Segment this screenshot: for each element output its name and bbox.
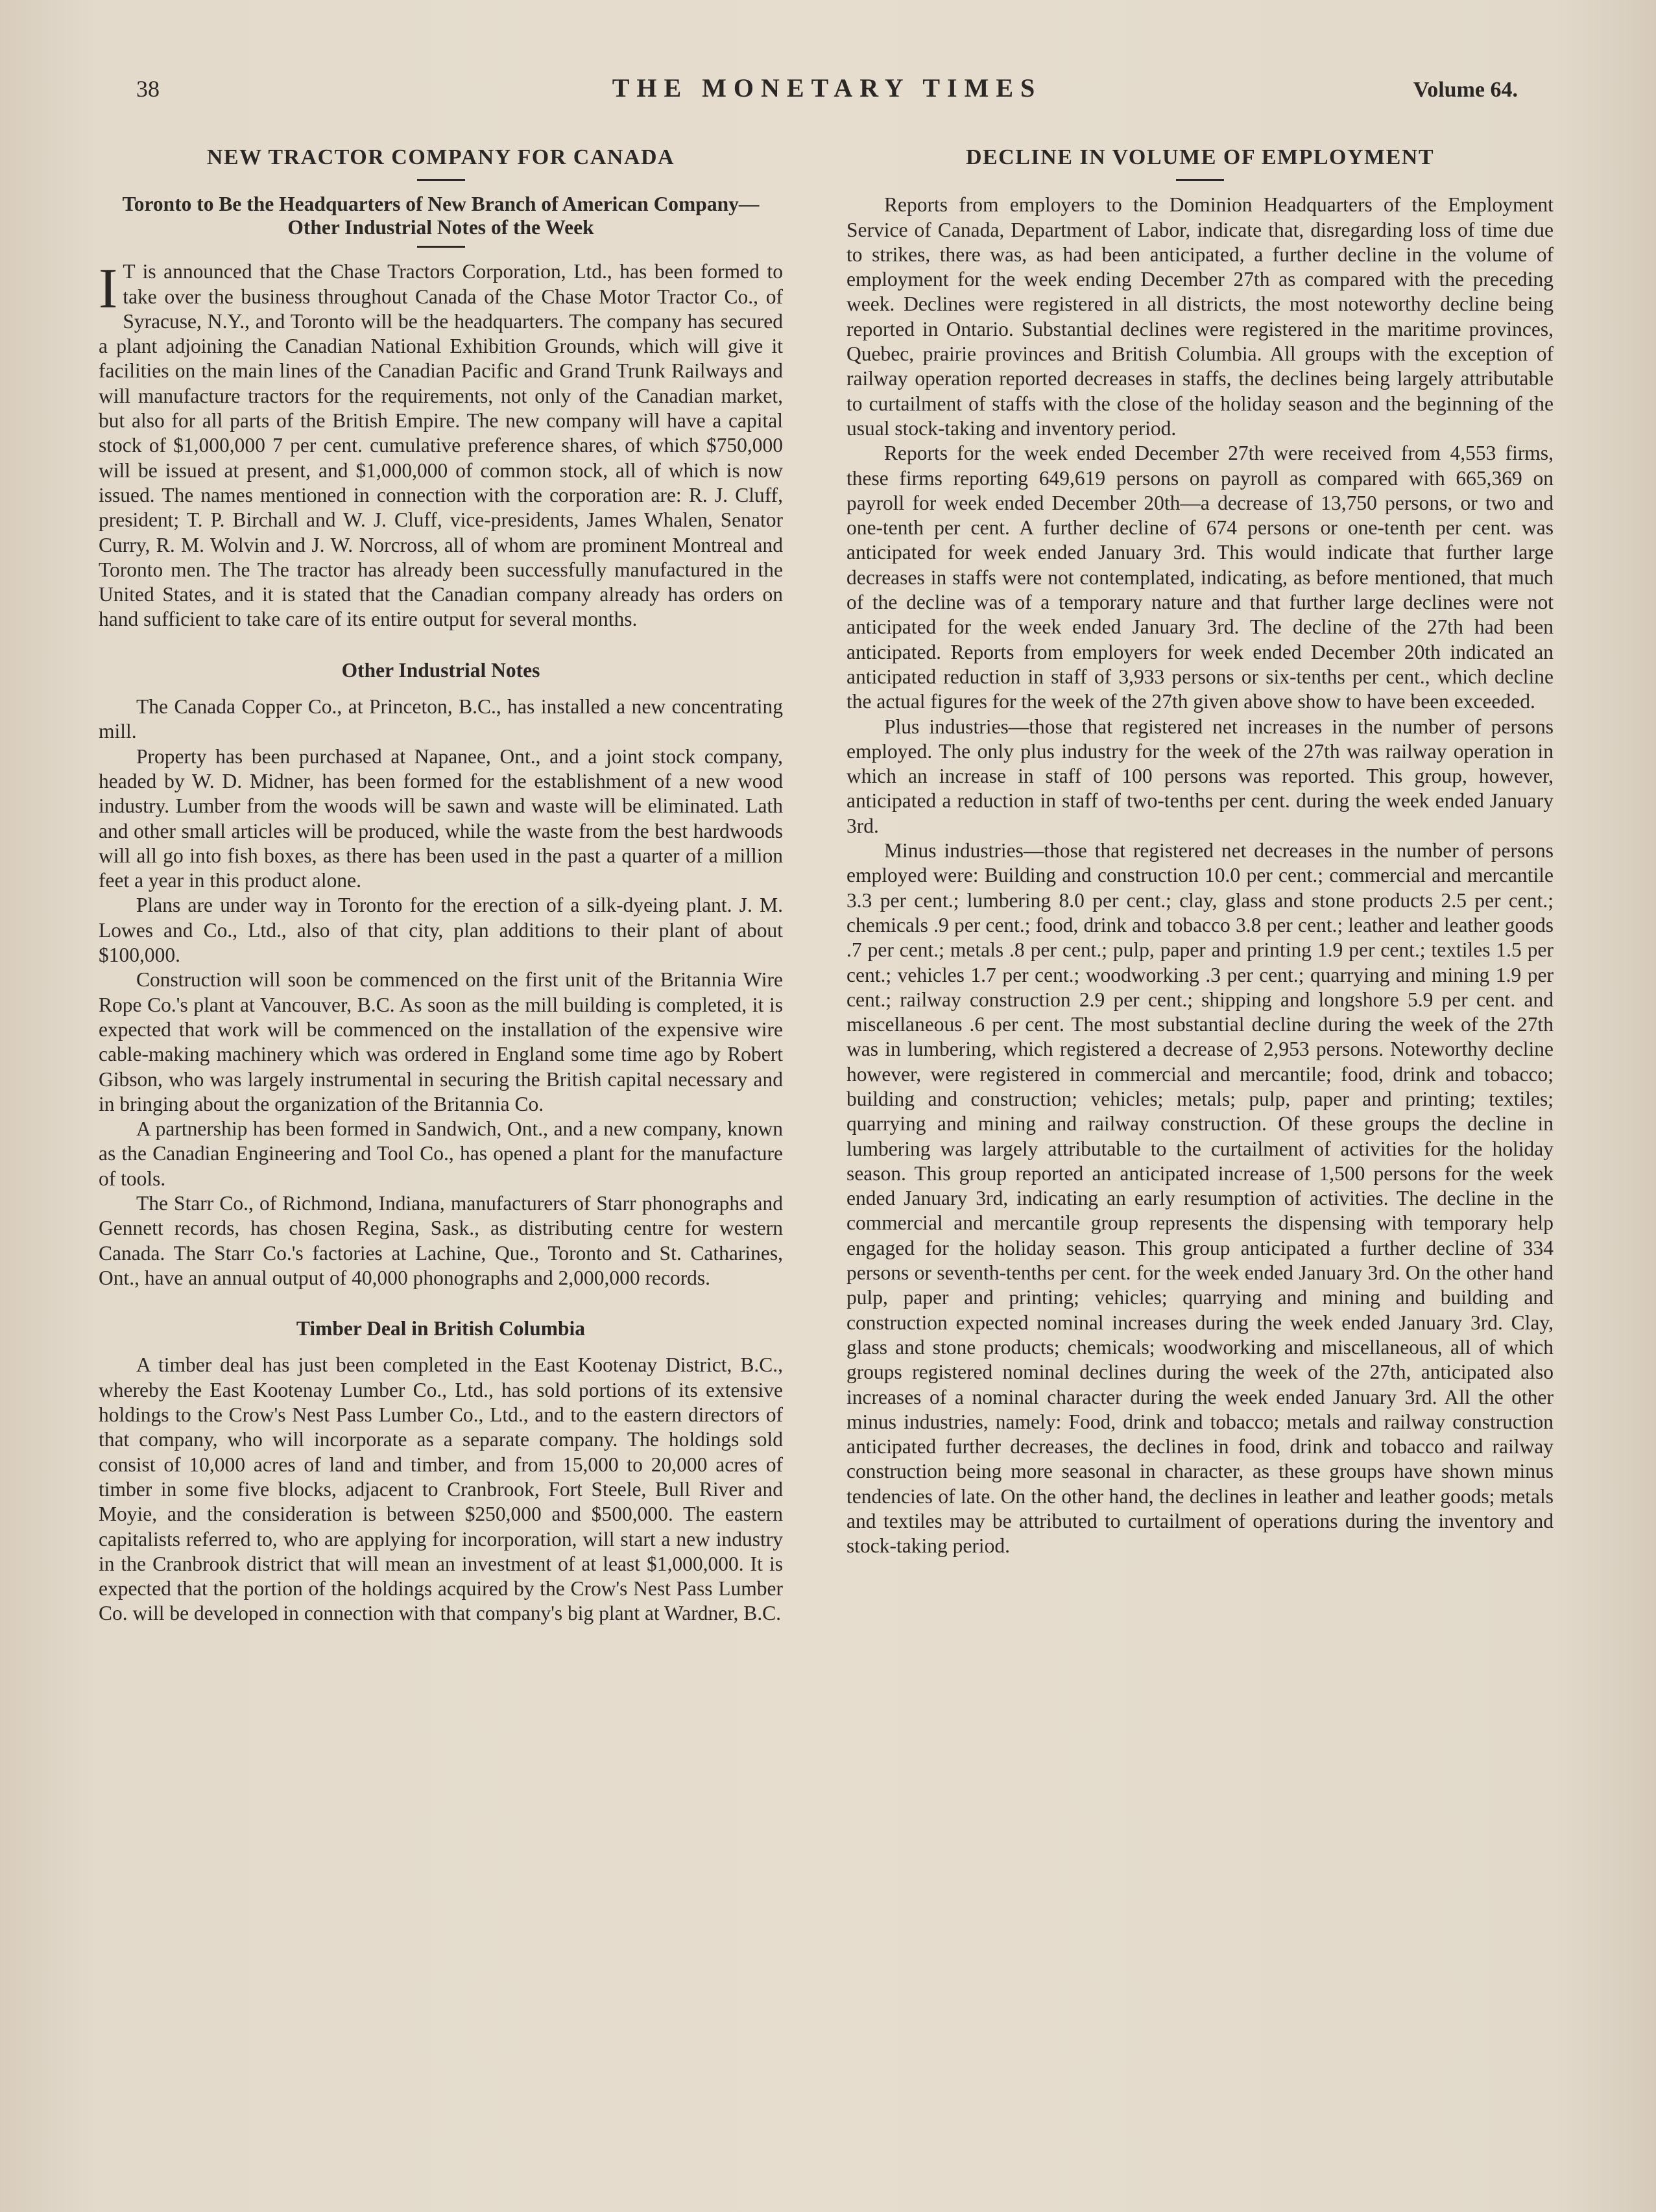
left-column bbox=[99, 136, 783, 1626]
page-header bbox=[136, 70, 1518, 115]
volume-label: Volume 64. bbox=[1413, 78, 1518, 102]
running-head: THE MONETARY TIMES bbox=[612, 73, 1042, 102]
employment-paragraph: Reports for the week ended December 27th were received from 4,553 firms, these firms reporting 649,619 persons on payroll as compared with 665,369 on payroll for week ended December 20th—a decrease of 13,750 persons, or two and one-tenth per cent. A further decline of 674 persons or one-tenth per cent. was anticipated for week ended January 3rd. This would indicate that further large decreases in staffs were not contemplated, indicating, as before mentioned, that much of the decline was of a temporary nature and that further large declines were not anticipated for the week ended January 3rd. The decline of the 27th had been anticipated. Reports from employers for week ended December 20th indicated an anticipated reduction in staff of 3,933 persons or six-tenths per cent., which decline the actual figures for the week of the 27th given above show to have been exceeded. bbox=[846, 442, 1554, 713]
other-notes-subhead: Other Industrial Notes bbox=[341, 658, 540, 682]
headline-rule bbox=[417, 179, 465, 181]
employment-paragraph: Plus industries—those that registered net increases in the number of persons employed. The only plus industry for the week of the 27th was railway operation in which an increase in staff of 100 persons was reported. This group, however, anticipated a reduction in staff of two-tenths per cent. during the week ended January 3rd. bbox=[846, 715, 1554, 837]
note-paragraph: The Canada Copper Co., at Princeton, B.C., has installed a new concentrating mill. bbox=[99, 695, 783, 743]
note-paragraph: Plans are under way in Toronto for the erection of a silk-dyeing plant. J. M. Lowes and Co., Ltd., also of that city, plan additions to their plant of about $100,000. bbox=[99, 894, 783, 967]
tractor-lead-text: T is announced that the Chase Tractors Corporation, Ltd., has been formed to take over the business throughout Canada of the Chase Motor Tractor Co., of Syracuse, N.Y., and Toronto will be the headquarters. The company has secured a plant adjoining the Canadian National Exhibition Grounds, which will give it facilities on the main lines of the Canadian Pacific and Grand Trunk Railways and will manufacture tractors for the requirements, not only of the Canadian market, but also for all parts of the British Empire. The new company will have a capital stock of $1,000,000 7 per cent. cumulative preference shares, of which $750,000 will be issued at present, and $1,000,000 of common stock, all of which is now issued. The names mentioned in connection with the corporation are: R. J. Cluff, president; T. P. Birchall and W. J. Cluff, vice-presidents, James Whalen, Senator Curry, R. M. Wolvin and J. W. Norcross, all of whom are prominent Montreal and Toronto men. The The tractor has already been successfully manufactured in the United States, and it is stated that the Canadian company already has orders on hand sufficient to take care of its entire output for several months. bbox=[99, 260, 783, 631]
drop-cap: I bbox=[99, 257, 118, 321]
timber-subhead: Timber Deal in British Columbia bbox=[296, 1317, 586, 1340]
page-number: 38 bbox=[136, 76, 160, 102]
tractor-headline: NEW TRACTOR COMPANY FOR CANADA bbox=[206, 145, 675, 169]
employment-headline: DECLINE IN VOLUME OF EMPLOYMENT bbox=[965, 145, 1435, 169]
tractor-deck: Toronto to Be the Headquarters of New Branch of American Company—Other Industrial Notes of the Week bbox=[122, 193, 760, 239]
timber-paragraph: A timber deal has just been completed in the East Kootenay District, B.C., whereby the East Kootenay Lumber Co., Ltd., has sold portions of its extensive holdings to the Crow's Nest Pass Lumber Co., Ltd., and to the eastern directors of that company, who will incorporate as a separate company. The holdings sold consist of 10,000 acres of land and timber, and from 15,000 to 20,000 acres of timber in some five blocks, adjacent to Cranbrook, Fort Steele, Bull River and Moyie, and the consideration is between $250,000 and $500,000. The eastern capitalists referred to, who are applying for incorporation, will start a new industry in the Cranbrook district that will mean an investment of at least $1,000,000. It is expected that the portion of the holdings acquired by the Crow's Nest Pass Lumber Co. will be developed in connection with that company's big plant at Wardner, B.C. bbox=[99, 1353, 783, 1625]
deck-rule bbox=[417, 246, 465, 248]
employment-rule bbox=[1176, 179, 1224, 181]
note-paragraph: A partnership has been formed in Sandwich, Ont., and a new company, known as the Canadian Engineering and Tool Co., has opened a plant for the manufacture of tools. bbox=[99, 1117, 783, 1190]
employment-paragraph: Minus industries—those that registered net decreases in the number of persons employed were: Building and construction 10.0 per cent.; commercial and mercantile 3.3 per cent.; lumbering 8.0 per cent.; clay, glass and stone products 2.5 per cent.; chemicals .9 per cent.; food, drink and tobacco 3.8 per cent.; leather and leather goods .7 per cent.; metals .8 per cent.; pulp, paper and printing 1.9 per cent.; textiles 1.5 per cent.; vehicles 1.7 per cent.; woodworking .3 per cent.; quarrying and mining 1.9 per cent.; railway construction 2.9 per cent.; shipping and longshore 5.9 per cent. and miscellaneous .6 per cent. The most substantial decline during the week of the 27th was in lumbering, which registered a decrease of 2,953 persons. Noteworthy decline however, were registered in commercial and mercantile; food, drink and tobacco; building and construction; vehicles; metals; pulp, paper and printing; textiles; quarrying and mining and railway construction. Of these groups the decline in lumbering was largely attributable to the curtailment of activities for the holiday season. This group reported an anticipated increase of 1,500 persons for the week ended January 3rd, indicating an early resumption of activities. The decline in the commercial and mercantile group represents the dispensing with temporary help engaged for the holiday season. This group anticipated a further decline of 334 persons or seventh-tenths per cent. for the week ended January 3rd. On the other hand pulp, paper and printing; vehicles; quarrying and mining and building and construction expected nominal increases during the week ended January 3rd. Clay, glass and stone products; chemicals; woodworking and miscellaneous, all of which groups registered nominal declines during the week of the 27th, anticipated also increases of a nominal character during the week ended January 3rd. All the other minus industries, namely: Food, drink and tobacco; metals and railway construction anticipated further decreases, the declines in food, drink and tobacco and railway construction being more seasonal in character, as these groups have shown minus tendencies of late. On the other hand, the declines in leather and leather goods; metals and textiles may be attributed to curtailment of operations during the inventory and stock-taking period. bbox=[846, 839, 1554, 1558]
note-paragraph: Property has been purchased at Napanee, Ont., and a joint stock company, headed by W. D. Midner, has been formed for the establishment of a new wood industry. Lumber from the woods will be sawn and waste will be eliminated. Lath and other small articles will be produced, while the waste from the best hardwoods will all go into fish boxes, as there has been used in the past a quarter of a million feet a year in this product alone. bbox=[99, 744, 783, 892]
employment-paragraph: Reports from employers to the Dominion Headquarters of the Employment Service of Canada, Department of Labor, indicate that, disregarding loss of time due to strikes, there was, as had been anticipated, a further decline in the volume of employment for the week ending December 27th as compared with the preceding week. Declines were registered in all districts, the most noteworthy decline being reported in Ontario. Substantial declines were registered in the maritime provinces, Quebec, prairie provinces and British Columbia. All groups with the exception of railway operation reported decreases in staffs, the declines being largely attributable to curtailment of staffs with the close of the holiday season and the beginning of the usual stock-taking and inventory period. bbox=[846, 193, 1554, 440]
note-paragraph: Construction will soon be commenced on the first unit of the Britannia Wire Rope Co.'s plant at Vancouver, B.C. As soon as the mill building is completed, it is expected that work will be commenced on the installation of the expensive wire cable-making machinery which was ordered in England some time ago by Robert Gibson, who was largely instrumental in securing the British capital necessary and in bringing about the organization of the Britannia Co. bbox=[99, 968, 783, 1115]
right-column bbox=[846, 136, 1554, 1559]
note-paragraph: The Starr Co., of Richmond, Indiana, manufacturers of Starr phonographs and Gennett records, has chosen Regina, Sask., as distributing centre for western Canada. The Starr Co.'s factories at Lachine, Que., Toronto and St. Catharines, Ont., have an annual output of 40,000 phonographs and 2,000,000 records. bbox=[99, 1191, 783, 1289]
tractor-lead-paragraph bbox=[99, 259, 783, 632]
